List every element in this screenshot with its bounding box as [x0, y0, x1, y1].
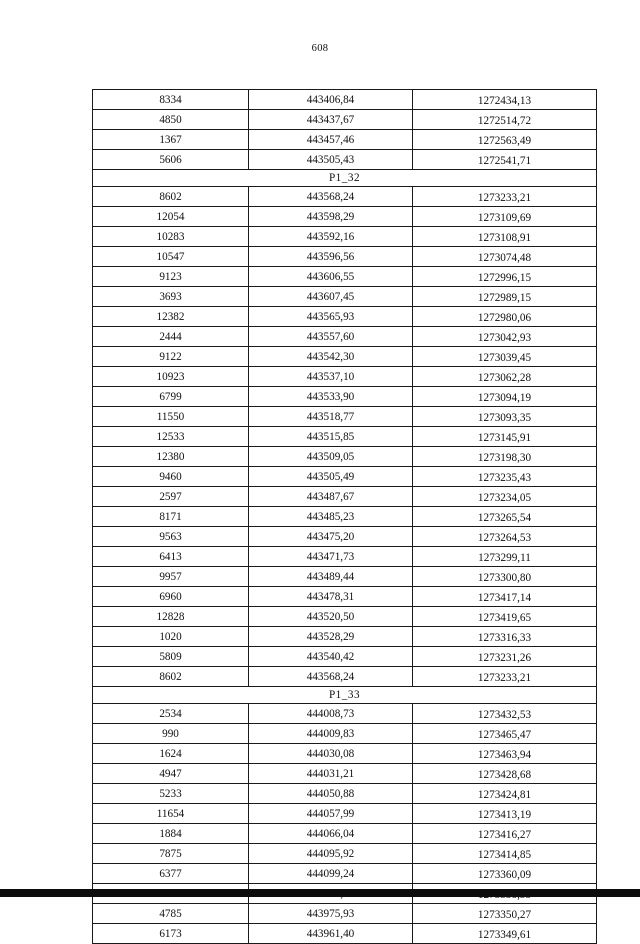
point-number-cell: 1624	[93, 744, 249, 764]
table-row	[93, 607, 597, 627]
point-number-cell: 12382	[93, 307, 249, 327]
y-coordinate-cell: 1273419,65	[413, 607, 597, 627]
y-coordinate-cell: 1273108,91	[413, 227, 597, 247]
point-number-cell: 8602	[93, 667, 249, 687]
table-row	[93, 647, 597, 667]
x-coordinate-cell: 443437,67	[249, 110, 413, 130]
y-coordinate-cell: 1273428,68	[413, 764, 597, 784]
table-row	[93, 744, 597, 764]
table-row	[93, 187, 597, 207]
y-coordinate-cell: 1273416,27	[413, 824, 597, 844]
point-number-cell: 10923	[93, 367, 249, 387]
y-coordinate-cell: 1272541,71	[413, 150, 597, 170]
x-coordinate-cell: 443489,44	[249, 567, 413, 587]
table-row	[93, 150, 597, 170]
page-number: 608	[311, 43, 329, 54]
coordinates-table	[92, 89, 597, 944]
y-coordinate-cell: 1273233,21	[413, 667, 597, 687]
coordinates-table-body	[93, 90, 597, 944]
x-coordinate-cell: 443961,40	[249, 924, 413, 944]
x-coordinate-cell: 443478,31	[249, 587, 413, 607]
point-number-cell: 8602	[93, 187, 249, 207]
point-number-cell: 9957	[93, 567, 249, 587]
table-row	[93, 667, 597, 687]
table-row	[93, 287, 597, 307]
point-number-cell: 12054	[93, 207, 249, 227]
point-number-cell: 7875	[93, 844, 249, 864]
point-number-cell: 6799	[93, 387, 249, 407]
point-number-cell: 4850	[93, 110, 249, 130]
y-coordinate-cell: 1273417,14	[413, 587, 597, 607]
section-header-row	[93, 687, 597, 704]
table-row	[93, 547, 597, 567]
y-coordinate-cell: 1273062,28	[413, 367, 597, 387]
point-number-cell: 12828	[93, 607, 249, 627]
point-number-cell: 5606	[93, 150, 249, 170]
y-coordinate-cell: 1272434,13	[413, 90, 597, 110]
x-coordinate-cell: 443487,67	[249, 487, 413, 507]
x-coordinate-cell: 443542,30	[249, 347, 413, 367]
table-row	[93, 704, 597, 724]
point-number-cell: 8334	[93, 90, 249, 110]
x-coordinate-cell: 443592,16	[249, 227, 413, 247]
table-row	[93, 764, 597, 784]
x-coordinate-cell: 443505,49	[249, 467, 413, 487]
point-number-cell: 12533	[93, 427, 249, 447]
x-coordinate-cell: 443557,60	[249, 327, 413, 347]
y-coordinate-cell: 1273042,93	[413, 327, 597, 347]
point-number-cell: 9123	[93, 267, 249, 287]
point-number-cell: 10547	[93, 247, 249, 267]
point-number-cell: 1020	[93, 627, 249, 647]
y-coordinate-cell: 1273231,26	[413, 647, 597, 667]
x-coordinate-cell: 443515,85	[249, 427, 413, 447]
point-number-cell: 4947	[93, 764, 249, 784]
x-coordinate-cell: 443505,43	[249, 150, 413, 170]
table-row	[93, 247, 597, 267]
table-row	[93, 110, 597, 130]
y-coordinate-cell: 1273093,35	[413, 407, 597, 427]
x-coordinate-cell: 444066,04	[249, 824, 413, 844]
table-row	[93, 864, 597, 884]
point-number-cell: 6960	[93, 587, 249, 607]
y-coordinate-cell: 1273299,11	[413, 547, 597, 567]
section-label: P1_32	[93, 170, 597, 187]
table-row	[93, 924, 597, 944]
y-coordinate-cell: 1272563,49	[413, 130, 597, 150]
point-number-cell: 11654	[93, 804, 249, 824]
y-coordinate-cell: 1272514,72	[413, 110, 597, 130]
x-coordinate-cell: 444008,73	[249, 704, 413, 724]
point-number-cell: 5233	[93, 784, 249, 804]
x-coordinate-cell: 444030,08	[249, 744, 413, 764]
y-coordinate-cell: 1272989,15	[413, 287, 597, 307]
table-row	[93, 587, 597, 607]
y-coordinate-cell: 1273234,05	[413, 487, 597, 507]
x-coordinate-cell: 443528,29	[249, 627, 413, 647]
table-row	[93, 824, 597, 844]
point-number-cell: 10283	[93, 227, 249, 247]
x-coordinate-cell: 443540,42	[249, 647, 413, 667]
point-number-cell: 6173	[93, 924, 249, 944]
table-row	[93, 467, 597, 487]
point-number-cell: 1884	[93, 824, 249, 844]
point-number-cell: 8171	[93, 507, 249, 527]
x-coordinate-cell: 444095,92	[249, 844, 413, 864]
y-coordinate-cell: 1273233,21	[413, 187, 597, 207]
table-row	[93, 527, 597, 547]
point-number-cell: 3693	[93, 287, 249, 307]
scan-bottom-edge	[0, 889, 640, 897]
table-row	[93, 347, 597, 367]
point-number-cell: 9460	[93, 467, 249, 487]
point-number-cell: 9122	[93, 347, 249, 367]
x-coordinate-cell: 443565,93	[249, 307, 413, 327]
x-coordinate-cell: 443406,84	[249, 90, 413, 110]
x-coordinate-cell: 443520,50	[249, 607, 413, 627]
y-coordinate-cell: 1273424,81	[413, 784, 597, 804]
y-coordinate-cell: 1273316,33	[413, 627, 597, 647]
y-coordinate-cell: 1273109,69	[413, 207, 597, 227]
point-number-cell: 6413	[93, 547, 249, 567]
point-number-cell: 2597	[93, 487, 249, 507]
y-coordinate-cell: 1273463,94	[413, 744, 597, 764]
table-row	[93, 327, 597, 347]
x-coordinate-cell: 444057,99	[249, 804, 413, 824]
table-row	[93, 227, 597, 247]
y-coordinate-cell: 1273349,61	[413, 924, 597, 944]
x-coordinate-cell: 443485,23	[249, 507, 413, 527]
point-number-cell: 2444	[93, 327, 249, 347]
table-row	[93, 207, 597, 227]
x-coordinate-cell: 443518,77	[249, 407, 413, 427]
x-coordinate-cell: 443457,46	[249, 130, 413, 150]
table-row	[93, 387, 597, 407]
point-number-cell: 1367	[93, 130, 249, 150]
point-number-cell: 6377	[93, 864, 249, 884]
y-coordinate-cell: 1273074,48	[413, 247, 597, 267]
section-header-row	[93, 170, 597, 187]
y-coordinate-cell: 1273264,53	[413, 527, 597, 547]
x-coordinate-cell: 443509,05	[249, 447, 413, 467]
section-label: P1_33	[93, 687, 597, 704]
table-row	[93, 307, 597, 327]
point-number-cell: 12380	[93, 447, 249, 467]
point-number-cell: 9563	[93, 527, 249, 547]
table-row	[93, 407, 597, 427]
table-row	[93, 367, 597, 387]
point-number-cell: 2534	[93, 704, 249, 724]
y-coordinate-cell: 1272980,06	[413, 307, 597, 327]
table-row	[93, 627, 597, 647]
y-coordinate-cell: 1273414,85	[413, 844, 597, 864]
table-row	[93, 130, 597, 150]
x-coordinate-cell: 443568,24	[249, 187, 413, 207]
point-number-cell: 5809	[93, 647, 249, 667]
point-number-cell: 990	[93, 724, 249, 744]
x-coordinate-cell: 444031,21	[249, 764, 413, 784]
y-coordinate-cell: 1273432,53	[413, 704, 597, 724]
table-row	[93, 487, 597, 507]
table-row	[93, 784, 597, 804]
y-coordinate-cell: 1273360,09	[413, 864, 597, 884]
table-row	[93, 447, 597, 467]
y-coordinate-cell: 1273265,54	[413, 507, 597, 527]
x-coordinate-cell: 444050,88	[249, 784, 413, 804]
y-coordinate-cell: 1272996,15	[413, 267, 597, 287]
x-coordinate-cell: 443596,56	[249, 247, 413, 267]
table-row	[93, 844, 597, 864]
table-row	[93, 507, 597, 527]
x-coordinate-cell: 443975,93	[249, 904, 413, 924]
x-coordinate-cell: 443533,90	[249, 387, 413, 407]
y-coordinate-cell: 1273300,80	[413, 567, 597, 587]
y-coordinate-cell: 1273235,43	[413, 467, 597, 487]
y-coordinate-cell: 1273350,27	[413, 904, 597, 924]
x-coordinate-cell: 443471,73	[249, 547, 413, 567]
table-row	[93, 267, 597, 287]
y-coordinate-cell: 1273145,91	[413, 427, 597, 447]
x-coordinate-cell: 443475,20	[249, 527, 413, 547]
x-coordinate-cell: 443568,24	[249, 667, 413, 687]
table-row	[93, 90, 597, 110]
y-coordinate-cell: 1273465,47	[413, 724, 597, 744]
y-coordinate-cell: 1273198,30	[413, 447, 597, 467]
x-coordinate-cell: 444009,83	[249, 724, 413, 744]
x-coordinate-cell: 443606,55	[249, 267, 413, 287]
x-coordinate-cell: 443598,29	[249, 207, 413, 227]
point-number-cell: 4785	[93, 904, 249, 924]
table-row	[93, 427, 597, 447]
table-row	[93, 804, 597, 824]
y-coordinate-cell: 1273039,45	[413, 347, 597, 367]
table-row	[93, 724, 597, 744]
y-coordinate-cell: 1273094,19	[413, 387, 597, 407]
y-coordinate-cell: 1273413,19	[413, 804, 597, 824]
x-coordinate-cell: 444099,24	[249, 864, 413, 884]
point-number-cell: 11550	[93, 407, 249, 427]
x-coordinate-cell: 443607,45	[249, 287, 413, 307]
table-row	[93, 904, 597, 924]
x-coordinate-cell: 443537,10	[249, 367, 413, 387]
table-row	[93, 567, 597, 587]
